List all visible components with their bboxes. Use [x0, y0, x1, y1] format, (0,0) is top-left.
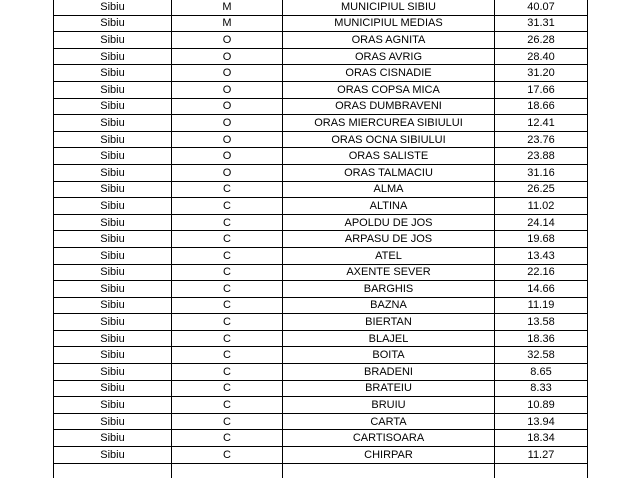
type-cell: C	[172, 214, 283, 231]
county-cell: Sibiu	[54, 247, 172, 264]
table-row	[54, 32, 588, 49]
county-cell: Sibiu	[54, 281, 172, 298]
table-row	[54, 81, 588, 98]
type-cell: C	[172, 347, 283, 364]
locality-cell: BARGHIS	[283, 281, 495, 298]
county-cell: Sibiu	[54, 214, 172, 231]
table-row	[54, 164, 588, 181]
table-row	[54, 347, 588, 364]
value-cell: 14.66	[495, 281, 588, 298]
value-cell: 13.58	[495, 314, 588, 331]
type-cell: C	[172, 247, 283, 264]
locality-cell: ORAS CISNADIE	[283, 65, 495, 82]
table-row	[54, 98, 588, 115]
county-cell: Sibiu	[54, 380, 172, 397]
county-cell: Sibiu	[54, 314, 172, 331]
value-cell: 23.76	[495, 131, 588, 148]
value-cell: 11.19	[495, 297, 588, 314]
county-cell: Sibiu	[54, 65, 172, 82]
type-cell: C	[172, 447, 283, 464]
county-cell: Sibiu	[54, 131, 172, 148]
table-body	[54, 0, 588, 478]
value-cell: 19.68	[495, 231, 588, 248]
value-cell: 13.43	[495, 247, 588, 264]
value-cell: 13.94	[495, 413, 588, 430]
type-cell: O	[172, 164, 283, 181]
table-row	[54, 364, 588, 381]
value-cell: 11.27	[495, 447, 588, 464]
uat-table	[53, 0, 588, 478]
county-cell: Sibiu	[54, 164, 172, 181]
value-cell: 11.02	[495, 198, 588, 215]
county-cell: Sibiu	[54, 364, 172, 381]
locality-cell: ARPASU DE JOS	[283, 231, 495, 248]
locality-cell: ORAS COPSA MICA	[283, 81, 495, 98]
locality-cell: ALTINA	[283, 198, 495, 215]
type-cell: O	[172, 131, 283, 148]
value-cell: 17.66	[495, 81, 588, 98]
locality-cell: ORAS SALISTE	[283, 148, 495, 165]
table-row	[54, 231, 588, 248]
locality-cell: ORAS AVRIG	[283, 48, 495, 65]
type-cell: C	[172, 413, 283, 430]
table-row	[54, 447, 588, 464]
data-table-sheet	[53, 0, 587, 478]
type-cell: O	[172, 115, 283, 132]
county-cell: Sibiu	[54, 330, 172, 347]
locality-cell: MUNICIPIUL MEDIAS	[283, 15, 495, 32]
table-row	[54, 430, 588, 447]
type-cell: C	[172, 330, 283, 347]
value-cell: 18.34	[495, 430, 588, 447]
type-cell: C	[172, 297, 283, 314]
table-row	[54, 198, 588, 215]
type-cell: O	[172, 32, 283, 49]
table-row	[54, 247, 588, 264]
type-cell: C	[172, 281, 283, 298]
county-cell: Sibiu	[54, 48, 172, 65]
empty-cell	[495, 463, 588, 478]
value-cell: 31.31	[495, 15, 588, 32]
table-row	[54, 48, 588, 65]
table-row	[54, 214, 588, 231]
locality-cell: MUNICIPIUL SIBIU	[283, 0, 495, 15]
locality-cell: ORAS TALMACIU	[283, 164, 495, 181]
value-cell: 32.58	[495, 347, 588, 364]
table-row	[54, 397, 588, 414]
type-cell: O	[172, 81, 283, 98]
locality-cell: BIERTAN	[283, 314, 495, 331]
county-cell: Sibiu	[54, 15, 172, 32]
value-cell: 8.65	[495, 364, 588, 381]
table-row	[54, 281, 588, 298]
value-cell: 28.40	[495, 48, 588, 65]
locality-cell: CARTISOARA	[283, 430, 495, 447]
county-cell: Sibiu	[54, 148, 172, 165]
value-cell: 24.14	[495, 214, 588, 231]
empty-cell	[283, 463, 495, 478]
county-cell: Sibiu	[54, 430, 172, 447]
type-cell: O	[172, 48, 283, 65]
type-cell: M	[172, 0, 283, 15]
locality-cell: BRATEIU	[283, 380, 495, 397]
table-row	[54, 330, 588, 347]
county-cell: Sibiu	[54, 198, 172, 215]
table-row	[54, 380, 588, 397]
table-row	[54, 15, 588, 32]
type-cell: C	[172, 264, 283, 281]
value-cell: 18.36	[495, 330, 588, 347]
locality-cell: BLAJEL	[283, 330, 495, 347]
county-cell: Sibiu	[54, 32, 172, 49]
type-cell: C	[172, 380, 283, 397]
value-cell: 22.16	[495, 264, 588, 281]
value-cell: 10.89	[495, 397, 588, 414]
table-row-partial	[54, 463, 588, 478]
locality-cell: ORAS AGNITA	[283, 32, 495, 49]
county-cell: Sibiu	[54, 413, 172, 430]
county-cell: Sibiu	[54, 0, 172, 15]
table-row	[54, 0, 588, 15]
type-cell: C	[172, 397, 283, 414]
locality-cell: APOLDU DE JOS	[283, 214, 495, 231]
county-cell: Sibiu	[54, 115, 172, 132]
county-cell: Sibiu	[54, 181, 172, 198]
county-cell: Sibiu	[54, 81, 172, 98]
type-cell: C	[172, 198, 283, 215]
locality-cell: ALMA	[283, 181, 495, 198]
county-cell: Sibiu	[54, 447, 172, 464]
type-cell: C	[172, 364, 283, 381]
table-row	[54, 264, 588, 281]
locality-cell: CHIRPAR	[283, 447, 495, 464]
value-cell: 23.88	[495, 148, 588, 165]
empty-cell	[54, 463, 172, 478]
type-cell: C	[172, 430, 283, 447]
county-cell: Sibiu	[54, 98, 172, 115]
locality-cell: ORAS MIERCUREA SIBIULUI	[283, 115, 495, 132]
type-cell: M	[172, 15, 283, 32]
table-row	[54, 297, 588, 314]
type-cell: O	[172, 148, 283, 165]
table-row	[54, 181, 588, 198]
value-cell: 18.66	[495, 98, 588, 115]
value-cell: 31.20	[495, 65, 588, 82]
type-cell: O	[172, 98, 283, 115]
table-row	[54, 413, 588, 430]
value-cell: 8.33	[495, 380, 588, 397]
value-cell: 26.25	[495, 181, 588, 198]
table-row	[54, 65, 588, 82]
locality-cell: BAZNA	[283, 297, 495, 314]
locality-cell: BOITA	[283, 347, 495, 364]
type-cell: O	[172, 65, 283, 82]
value-cell: 31.16	[495, 164, 588, 181]
type-cell: C	[172, 181, 283, 198]
empty-cell	[172, 463, 283, 478]
county-cell: Sibiu	[54, 297, 172, 314]
table-row	[54, 131, 588, 148]
table-row	[54, 314, 588, 331]
locality-cell: ATEL	[283, 247, 495, 264]
table-row	[54, 115, 588, 132]
county-cell: Sibiu	[54, 231, 172, 248]
value-cell: 26.28	[495, 32, 588, 49]
type-cell: C	[172, 314, 283, 331]
locality-cell: ORAS DUMBRAVENI	[283, 98, 495, 115]
locality-cell: CARTA	[283, 413, 495, 430]
county-cell: Sibiu	[54, 397, 172, 414]
locality-cell: AXENTE SEVER	[283, 264, 495, 281]
value-cell: 40.07	[495, 0, 588, 15]
locality-cell: BRUIU	[283, 397, 495, 414]
locality-cell: ORAS OCNA SIBIULUI	[283, 131, 495, 148]
county-cell: Sibiu	[54, 347, 172, 364]
type-cell: C	[172, 231, 283, 248]
value-cell: 12.41	[495, 115, 588, 132]
locality-cell: BRADENI	[283, 364, 495, 381]
county-cell: Sibiu	[54, 264, 172, 281]
table-row	[54, 148, 588, 165]
